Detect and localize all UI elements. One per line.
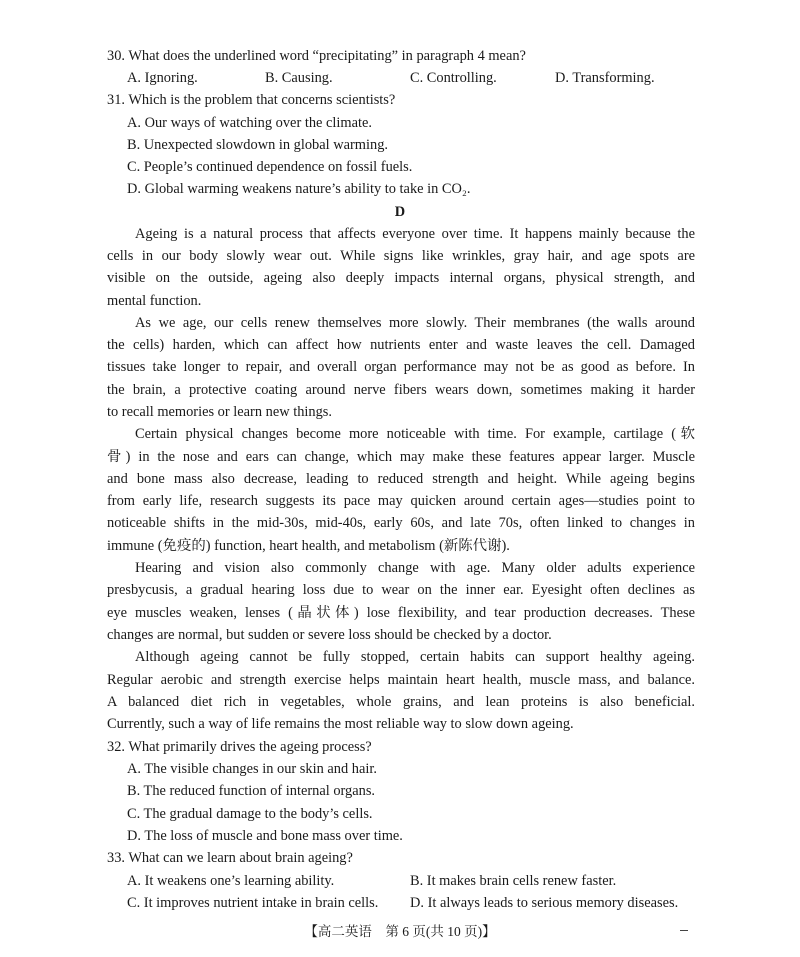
passage-line: Regular aerobic and strength exercise helps maintain heart health, muscle mass, and balance. [107, 672, 695, 688]
question-30-option-c: C. Controlling. [410, 70, 497, 86]
section-heading: D [394, 204, 406, 220]
question-30-option-b: B. Causing. [265, 70, 333, 86]
question-33-option-c: C. It improves nutrient intake in brain cells. [127, 895, 379, 911]
passage-line: and bone mass also decrease, leading to reduced strength and height. While ageing begins [107, 471, 695, 487]
question-31-option-b: B. Unexpected slowdown in global warming. [127, 137, 388, 153]
passage-line: the cells) harden, which can affect how nutrients enter and waste leaves the cell. Damaged [107, 337, 695, 353]
passage-line: cells in our body slowly wear out. While signs like wrinkles, gray hair, and age spots are [107, 248, 695, 264]
passage-line: noticeable shifts in the mid-30s, mid-40s, early 60s, and late 70s, often linked to changes in [107, 515, 695, 531]
question-31-option-c: C. People’s continued dependence on fossil fuels. [127, 159, 413, 175]
question-33-stem: 33. What can we learn about brain ageing? [107, 850, 353, 866]
passage-line: the brain, a protective coating around nerve fibers wears down, sometimes making it harder [107, 382, 695, 398]
passage-line: As we age, our cells renew themselves more slowly. Their membranes (the walls around [135, 315, 695, 331]
passage-line: tissues take longer to repair, and overall organ performance may not be as good as before. In [107, 359, 695, 375]
question-33-option-a: A. It weakens one’s learning ability. [127, 873, 335, 889]
passage-line: 骨) in the nose and ears can change, which may make these features appear larger. Muscle [107, 449, 695, 465]
passage-line: changes are normal, but sudden or severe loss should be checked by a doctor. [107, 627, 552, 643]
question-30-option-d: D. Transforming. [555, 70, 655, 86]
passage-line: presbycusis, a gradual hearing loss due to wear on the inner ear. Eyesight often declines as [107, 582, 695, 598]
question-33-option-b: B. It makes brain cells renew faster. [410, 873, 617, 889]
passage-line: mental function. [107, 293, 202, 309]
passage-line: Hearing and vision also commonly change with age. Many older adults experience [135, 560, 695, 576]
question-32-option-d: D. The loss of muscle and bone mass over time. [127, 828, 403, 844]
passage-line: A balanced diet rich in vegetables, whole grains, and lean proteins is also beneficial. [107, 694, 695, 710]
question-30-stem: 30. What does the underlined word “precipitating” in paragraph 4 mean? [107, 48, 526, 64]
question-31-stem: 31. Which is the problem that concerns scientists? [107, 92, 396, 108]
footer-dash [680, 930, 688, 931]
question-31-option-d: D. Global warming weakens nature’s ability to take in CO₂. [127, 181, 471, 197]
question-32-option-b: B. The reduced function of internal organs. [127, 783, 376, 799]
passage-line: from early life, research suggests its pace may quicken around certain ages—studies point to [107, 493, 695, 509]
question-31-option-a: A. Our ways of watching over the climate. [127, 115, 372, 131]
passage-line: Ageing is a natural process that affects everyone over time. It happens mainly because the [135, 226, 695, 242]
passage-line: Although ageing cannot be fully stopped, certain habits can support healthy ageing. [135, 649, 695, 665]
page-footer: 【高二英语 第 6 页(共 10 页)】 [304, 924, 496, 939]
question-30-option-a: A. Ignoring. [127, 70, 198, 86]
passage-line: Certain physical changes become more noticeable with time. For example, cartilage (软 [135, 426, 695, 442]
question-33-option-d: D. It always leads to serious memory diseases. [410, 895, 679, 911]
passage-line: visible on the outside, ageing also deeply impacts internal organs, physical strength, and [107, 270, 695, 286]
question-32-stem: 32. What primarily drives the ageing process? [107, 739, 372, 755]
passage-line: Currently, such a way of life remains the most reliable way to slow down ageing. [107, 716, 574, 732]
passage-line: to recall memories or learn new things. [107, 404, 332, 420]
question-32-option-a: A. The visible changes in our skin and hair. [127, 761, 377, 777]
passage-line: eye muscles weaken, lenses (晶状体) lose flexibility, and tear production decreases. These [107, 605, 695, 621]
question-32-option-c: C. The gradual damage to the body’s cells. [127, 806, 373, 822]
passage-line: immune (免疫的) function, heart health, and metabolism (新陈代谢). [107, 538, 510, 554]
